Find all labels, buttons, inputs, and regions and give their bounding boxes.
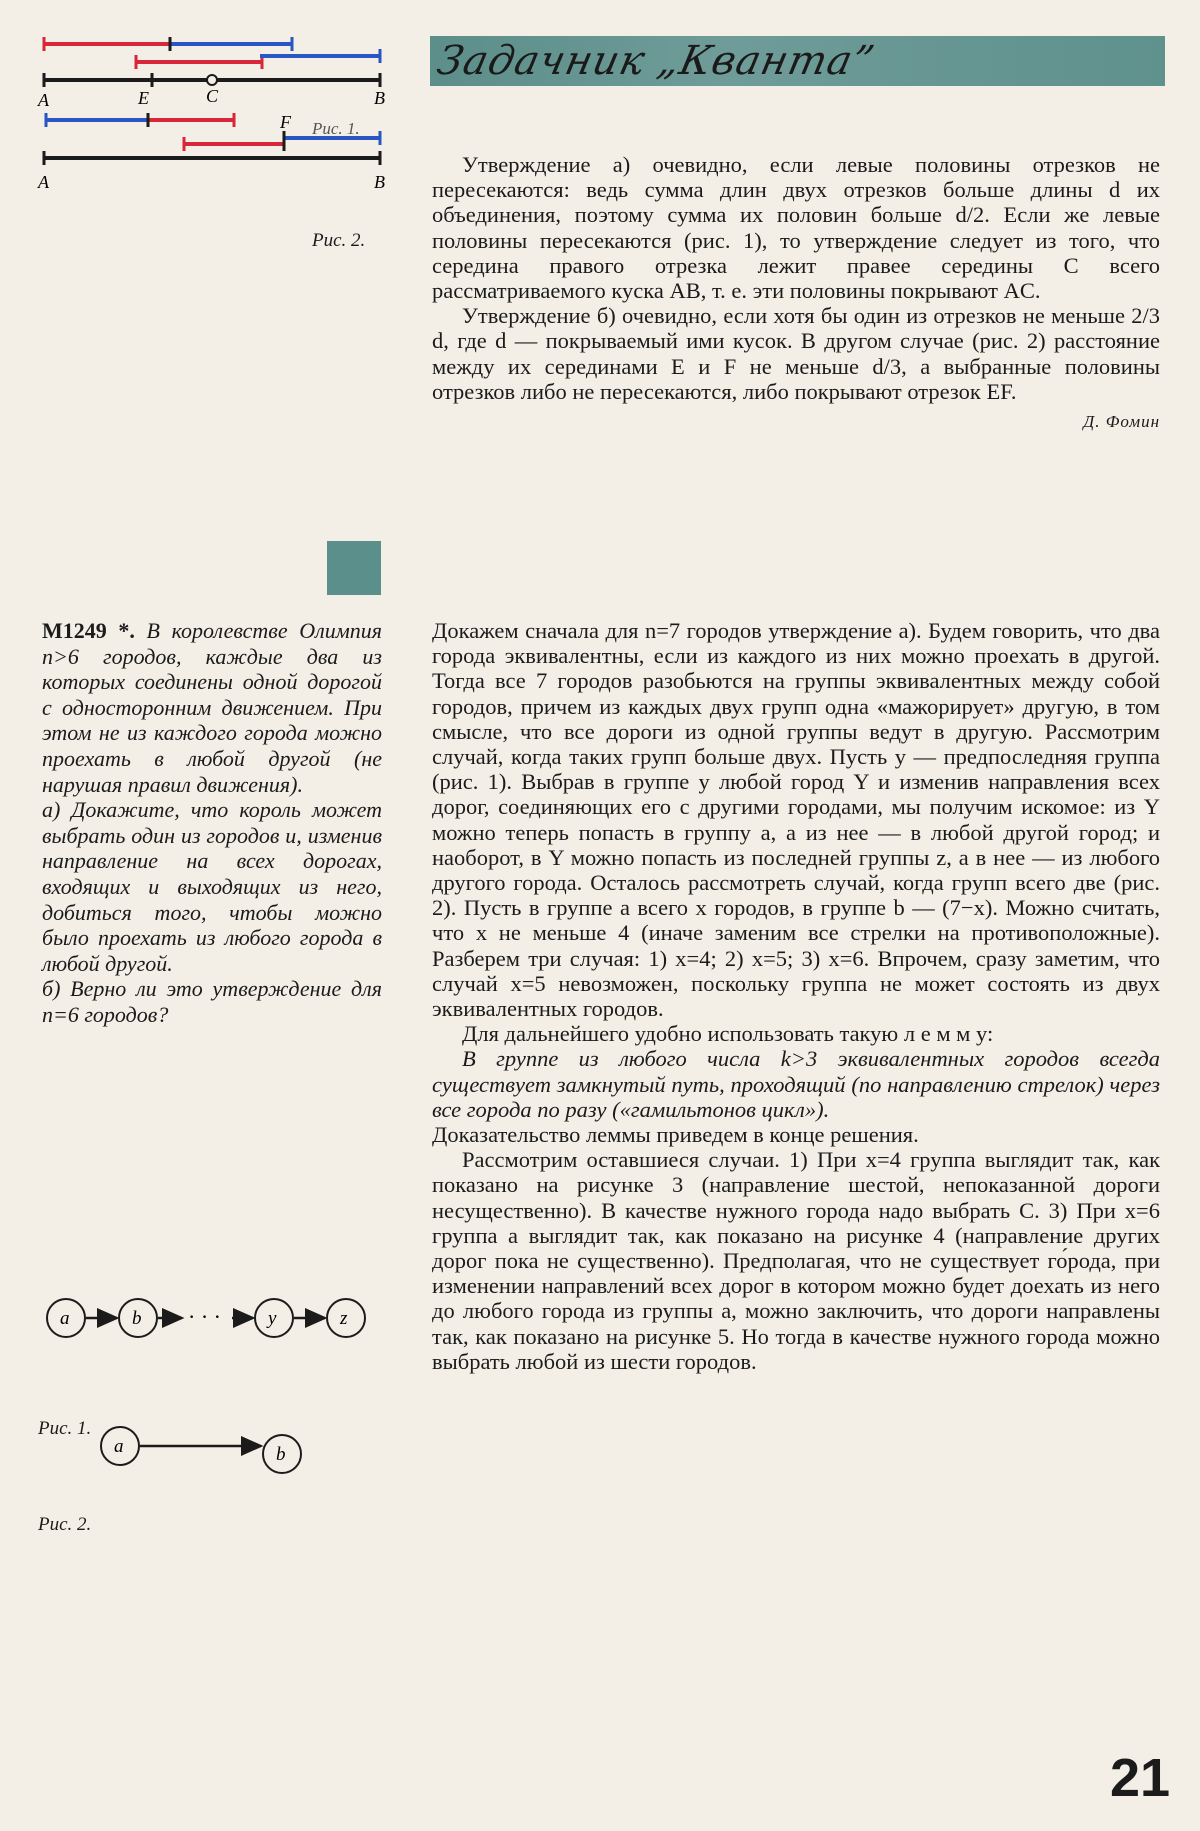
page-number: 21 [1110, 1748, 1171, 1808]
solution-2-paragraph-3: Доказательство леммы приведем в конце решения. [432, 1122, 919, 1148]
header-band [430, 36, 1165, 86]
solution-1-paragraph-1: Утверждение а) очевидно, если левые половины отрезков не пересекаются: ведь сумма длин двух отрезков больше длины d их объединения, поэтому сумма их половин больше d/2. Если же левые половины пересекаются (рис. 1), то утверждение следует из того, что середина правого отрезка лежит правее середины C всего рассматриваемого куска AB, т. е. эти половины покрывают AC. [432, 152, 1160, 304]
chain-dots: · · · [188, 1304, 221, 1329]
label-b1: B [374, 88, 385, 108]
node-y-label: y [268, 1308, 277, 1329]
caption-fig2-top: Рис. 2. [312, 230, 366, 251]
label-a1: A [38, 90, 49, 110]
fig2-node-b-label: b [276, 1444, 286, 1465]
node-a-label: a [60, 1308, 70, 1329]
label-b2: B [374, 172, 385, 192]
point-c [207, 75, 217, 85]
problem-number: М1249 *. [42, 618, 135, 643]
problem-text: В королевстве Олимпия n>6 городов, каждые два из которых соединены одной дорогой с односторонним движением. При этом не из каждого города можно проехать в любой другой (не нарушая правил движения). [42, 618, 382, 797]
solution-1 [432, 152, 1160, 432]
solution-2-paragraph-4: Рассмотрим оставшиеся случаи. 1) При x=4 группа выглядит так, как показано на рисунке 3 (направление шестой, непоказанной дороги несущественно). В качестве нужного города надо выбрать C. 3) При x=6 группа a выглядит так, как показано на рисунке 4 (направление других дорог пока не существенно). Предполагая, что не существует го́рода, при изменении направлений всех дорог в котором можно будет доехать из него до любого города из группы a, можно заключить, что дороги направлены так, как показано на рисунке 5. Но тогда в качестве нужного города можно выбрать любой из шести городов. [432, 1147, 1160, 1374]
fig2-node-a-label: a [114, 1436, 124, 1457]
caption-fig1-top: Рис. 1. [312, 119, 360, 138]
node-z-label: z [340, 1308, 348, 1329]
problem-statement [42, 618, 382, 1028]
solution-2-paragraph-1: Докажем сначала для n=7 городов утверждение а). Будем говорить, что два города эквивалентны, если из каждого из них можно проехать в другой. Тогда все 7 городов разобьются на группы эквивалентных между собой городов, причем из каждых двух групп одна «мажорирует» другую, в том смысле, что все дороги из одной группы ведут в другую. Рассмотрим случай, когда таких групп больше двух. Пусть y — предпоследняя группа (рис. 1). Выбрав в группе y любой город Y и изменив направления всех дорог, соединяющих его с другими городами, мы получим искомое: из Y можно теперь попасть в группу a, а из нее — в любой другой город; и наоборот, в Y можно попасть из последней группы z, а в нее — из любого другого города. Осталось рассмотреть случай, когда групп всего две (рис. 2). Пусть в группе a всего x городов, в группе b — (7−x). Можно считать, что x не меньше 4 (иначе заменим все стрелки на противоположные). Разберем три случая: 1) x=4; 2) x=5; 3) x=6. Впрочем, сразу заметим, что случай x=5 невозможен, поскольку группа не может состоять из двух эквивалентных городов. [432, 618, 1160, 1022]
caption-fig2-bottom: Рис. 2. [38, 1514, 92, 1535]
author: Д. Фомин [1083, 412, 1160, 432]
segments-figure [30, 28, 410, 228]
lemma: В группе из любого числа k>3 эквивалентных городов всегда существует замкнутый путь, проходящий (по направлению стрелок) через все города по разу («гамильтонов цикл»). [432, 1046, 1160, 1122]
solution-2-paragraph-2: Для дальнейшего удобно использовать такую л е м м у: [462, 1021, 994, 1047]
label-a2: A [38, 172, 49, 192]
header-title: Задачник „Кванта” [433, 38, 879, 84]
label-c: C [206, 86, 219, 106]
label-f: F [280, 112, 291, 132]
problem-part-b: б) Верно ли это утверждение для n=6 городов? [42, 976, 382, 1027]
label-e: E [138, 88, 149, 108]
solution-2 [432, 618, 1160, 1374]
problem-part-a: а) Докажите, что король может выбрать один из городов и, изменив направление на всех дорогах, входящих и выходящих из него, добиться того, чтобы можно было проехать из любого города в любой другой. [42, 797, 382, 976]
section-marker [327, 541, 381, 595]
caption-fig1-bottom: Рис. 1. [38, 1418, 92, 1439]
solution-1-paragraph-2: Утверждение б) очевидно, если хотя бы один из отрезков не меньше 2/3 d, где d — покрываемый ими кусок. В другом случае (рис. 2) расстояние между их серединами E и F не меньше d/3, а выбранные половины отрезков либо не пересекаются, либо покрывают отрезок EF. [432, 303, 1160, 404]
node-b-label: b [132, 1308, 142, 1329]
graph-figures [36, 1286, 386, 1546]
